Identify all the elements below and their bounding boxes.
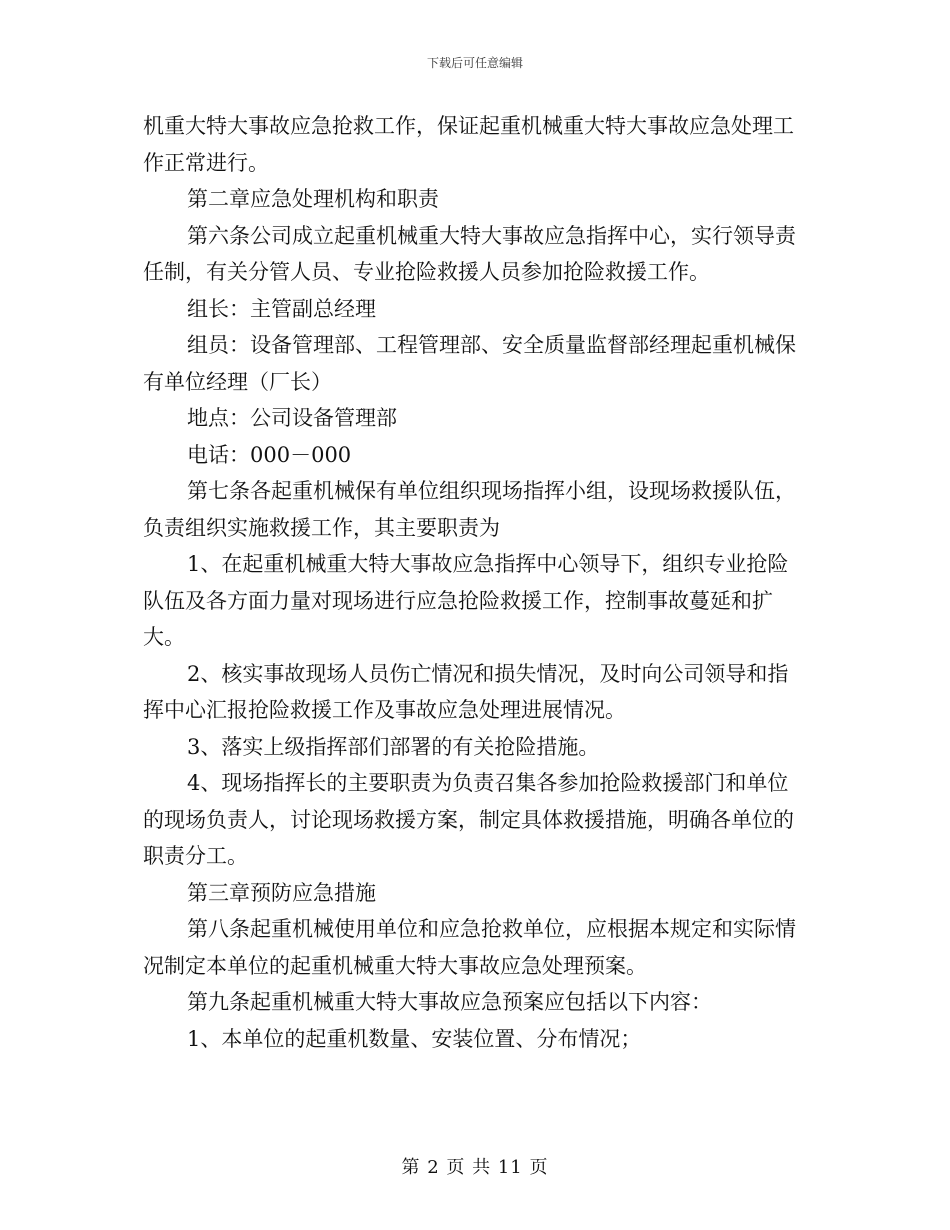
page-header: 下载后可任意编辑 [426, 56, 523, 70]
list-item: 1、本单位的起重机数量、安装位置、分布情况； [187, 1026, 642, 1051]
paragraph: 第六条公司成立起重机械重大特大事故应急指挥中心，实行领导责任制，有关分管人员、专业抢险救援人员参加抢险救援工作。 [143, 223, 796, 284]
document-body [143, 108, 807, 1057]
chapter-heading: 第二章应急处理机构和职责 [187, 187, 439, 211]
paragraph: 组员：设备管理部、工程管理部、安全质量监督部经理起重机械保有单位经理（厂长） [143, 333, 796, 394]
paragraph: 第七条各起重机械保有单位组织现场指挥小组，设现场救援队伍，负责组织实施救援工作，其主要职责为 [143, 479, 796, 540]
chapter-heading: 第三章预防应急措施 [187, 880, 376, 905]
paragraph: 地点：公司设备管理部 [187, 406, 397, 430]
paragraph: 组长：主管副总经理 [187, 296, 376, 321]
page-number: 第 2 页 共 11 页 [401, 1157, 549, 1178]
paragraph: 第九条起重机械重大特大事故应急预案应包括以下内容： [187, 990, 712, 1014]
list-item: 1、在起重机械重大特大事故应急指挥中心领导下，组织专业抢险队伍及各方面力量对现场进行应急抢险救援工作，控制事故蔓延和扩大。 [143, 552, 789, 649]
paragraph: 第八条起重机械使用单位和应急抢救单位，应根据本规定和实际情况制定本单位的起重机械重大特大事故应急处理预案。 [143, 917, 796, 978]
list-item: 2、核实事故现场人员伤亡情况和损失情况，及时向公司领导和指挥中心汇报抢险救援工作及事故应急处理进展情况。 [143, 661, 789, 722]
paragraph: 机重大特大事故应急抢救工作，保证起重机械重大特大事故应急处理工作正常进行。 [143, 114, 794, 175]
list-item: 4、现场指挥长的主要职责为负责召集各参加抢险救援部门和单位的现场负责人，讨论现场救援方案，制定具体救援措施，明确各单位的职责分工。 [143, 771, 794, 868]
list-item: 3、落实上级指挥部们部署的有关抢险措施。 [187, 734, 600, 759]
paragraph: 电话：000－000 [187, 442, 352, 467]
